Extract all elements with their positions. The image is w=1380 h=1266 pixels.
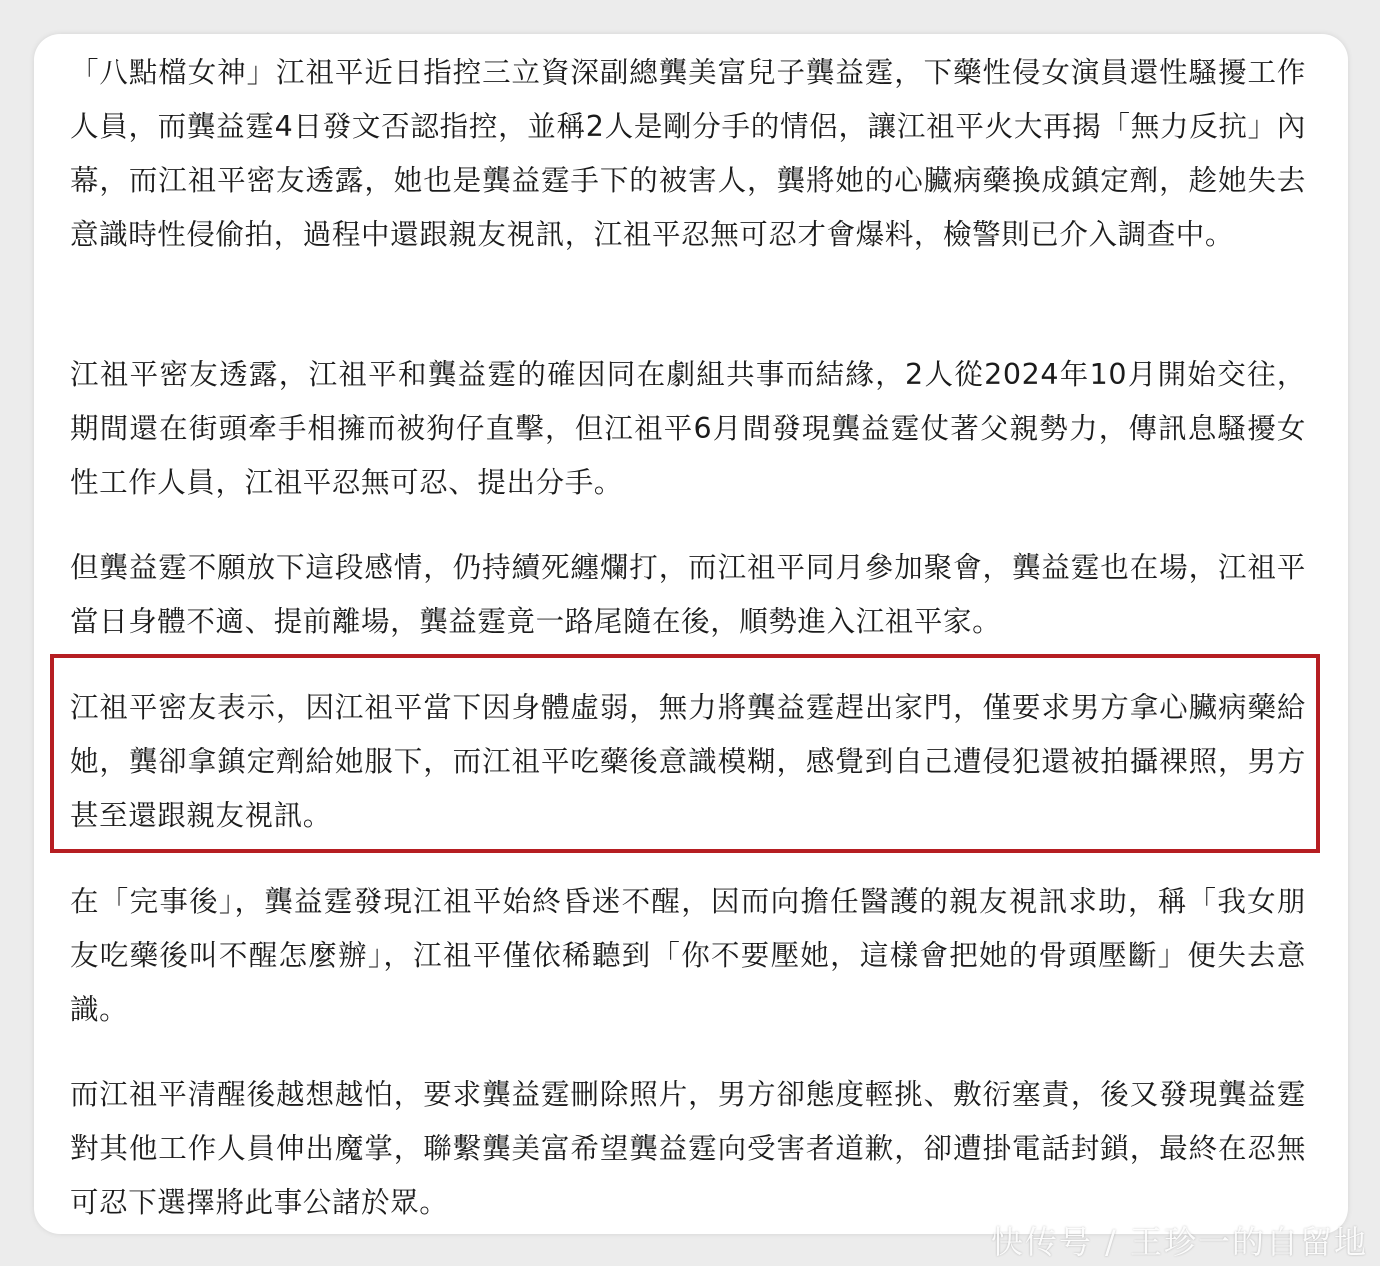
article-paragraph-6: 而江祖平清醒後越想越怕，要求龔益霆刪除照片，男方卻態度輕挑、敷衍塞責，後又發現龔益霆對其他工作人員伸出魔掌，聯繫龔美富希望龔益霆向受害者道歉，卻遭掛電話封鎖，最終在忍無可忍下選擇將此事公諸於眾。: [70, 1078, 1306, 1219]
article-paragraph-2: 江祖平密友透露，江祖平和龔益霆的確因同在劇組共事而結緣，2人從2024年10月開始交往，期間還在街頭牽手相擁而被狗仔直擊，但江祖平6月間發現龔益霆仗著父親勢力，傳訊息騷擾女性工作人員，江祖平忍無可忍、提出分手。: [70, 358, 1306, 499]
article-paragraph-1: 「八點檔女神」江祖平近日指控三立資深副總龔美富兒子龔益霆，下藥性侵女演員還性騷擾工作人員，而龔益霆4日發文否認指控，並稱2人是剛分手的情侶，讓江祖平火大再揭「無力反抗」內幕，而江祖平密友透露，她也是龔益霆手下的被害人，龔將她的心臟病藥換成鎮定劑，趁她失去意識時性侵偷拍，過程中還跟親友視訊，江祖平忍無可忍才會爆料，檢警則已介入調查中。: [70, 56, 1306, 251]
article-paragraph-5: 在「完事後」，龔益霆發現江祖平始終昏迷不醒，因而向擔任醫護的親友視訊求助，稱「我女朋友吃藥後叫不醒怎麼辦」，江祖平僅依稀聽到「你不要壓她，這樣會把她的骨頭壓斷」便失去意識。: [70, 885, 1306, 1026]
watermark-text: 快传号 / 王珍一的自留地: [990, 1223, 1368, 1261]
article-paragraph-4-highlighted: 江祖平密友表示，因江祖平當下因身體虛弱，無力將龔益霆趕出家門，僅要求男方拿心臟病藥給她，龔卻拿鎮定劑給她服下，而江祖平吃藥後意識模糊，感覺到自己遭侵犯還被拍攝裸照，男方甚至還跟親友視訊。: [70, 691, 1306, 832]
article-paragraph-3: 但龔益霆不願放下這段感情，仍持續死纏爛打，而江祖平同月參加聚會，龔益霆也在場，江祖平當日身體不適、提前離場，龔益霆竟一路尾隨在後，順勢進入江祖平家。: [70, 551, 1306, 638]
